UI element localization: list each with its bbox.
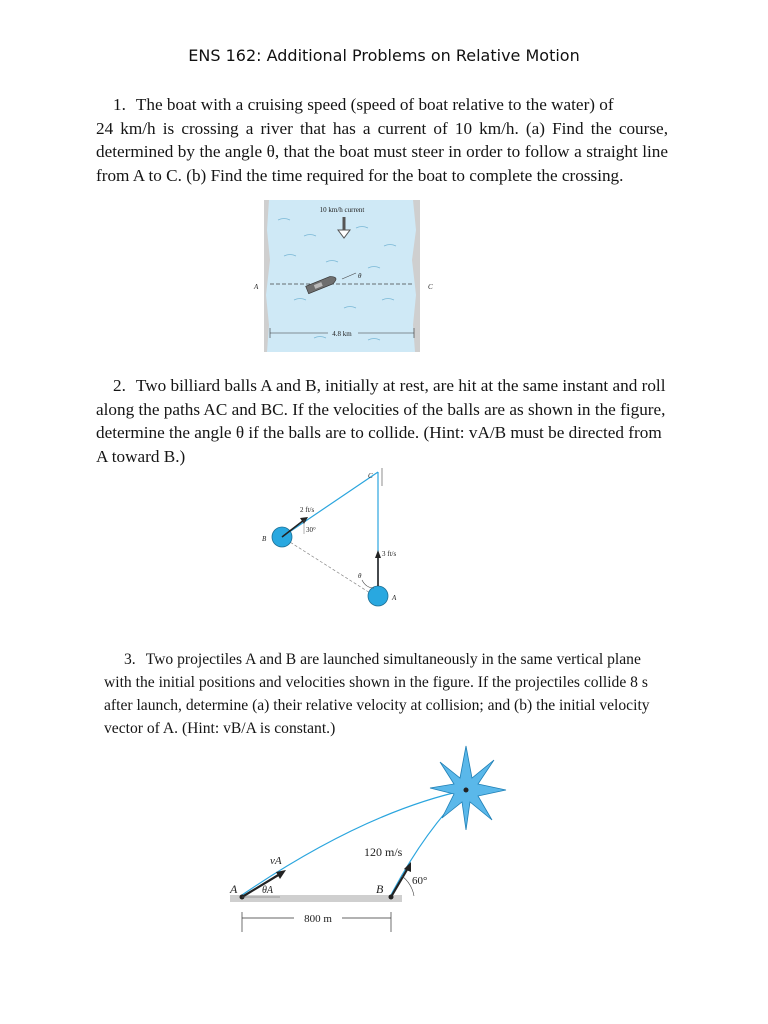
current-label: 10 km/h current	[319, 206, 365, 214]
problem-1-line1: The boat with a cruising speed (speed of boat relative to the water) of	[135, 95, 614, 114]
projectile-diagram	[224, 742, 524, 942]
problem-number: 3.	[124, 651, 136, 668]
problem-2-text	[96, 374, 668, 468]
problem-number: 2.	[113, 376, 126, 395]
point-c-label: C	[368, 472, 373, 480]
billiard-diagram	[258, 462, 408, 612]
ground	[230, 895, 402, 902]
velocity-a-arrow	[242, 874, 280, 897]
angle-b-label: 60°	[412, 875, 428, 887]
problem-2-body: Two billiard balls A and B, initially at rest, are hit at the same instant and roll along the paths AC and BC. If the velocities of the balls are as shown in the figure, determine the angle θ if the balls are to collide. (Hint: vA/B must be directed from A toward B.)	[96, 376, 666, 466]
point-a-label: A	[230, 882, 238, 896]
path-bc	[282, 472, 378, 537]
point-a-label: A	[254, 283, 259, 291]
page-title: ENS 162: Additional Problems on Relative Motion	[188, 46, 580, 65]
distance-label: 800 m	[304, 913, 332, 925]
projectile-figure	[224, 742, 524, 947]
point-b-label: B	[376, 882, 384, 896]
ball-a	[368, 586, 388, 606]
angle-theta: θ	[358, 572, 362, 580]
angle-b-label: 30°	[306, 526, 316, 534]
point-a-label: A	[392, 594, 397, 602]
problem-3-body: Two projectiles A and B are launched simultaneously in the same vertical plane with the initial positions and velocities shown in the figure. If the projectiles collide 8 s after launch, determine (a) their relative velocity at collision; and (b) the initial velocity vector of A. (Hint: vB/A is constant.)	[104, 651, 650, 737]
trajectory-a	[242, 790, 466, 895]
velocity-a-label: 3 ft/s	[382, 550, 397, 558]
width-label: 4.8 km	[332, 330, 352, 338]
velocity-b-label: 2 ft/s	[300, 506, 315, 514]
river-figure	[254, 200, 433, 357]
problem-1-rest: 24 km/h is crossing a river that has a current of 10 km/h. (a) Find the course, determined by the angle θ, that the boat must steer in order to follow a straight line from A to C. (b) Find the time required for the boat to complete the crossing.	[96, 118, 668, 185]
velocity-b-arrow	[391, 868, 408, 897]
problem-1-text	[96, 93, 668, 187]
angle-theta: θ	[358, 272, 362, 280]
speed-b-label: 120 m/s	[364, 845, 403, 859]
billiard-figure	[258, 462, 408, 617]
angle-a-label: θA	[262, 885, 274, 896]
problem-number: 1.	[113, 95, 126, 114]
path-ab	[282, 537, 378, 598]
point-b-label: B	[262, 535, 267, 543]
river-point-labels	[250, 276, 450, 296]
velocity-a-label: vA	[270, 855, 282, 867]
point-c-label: C	[428, 283, 433, 291]
problem-3-text	[104, 648, 664, 740]
